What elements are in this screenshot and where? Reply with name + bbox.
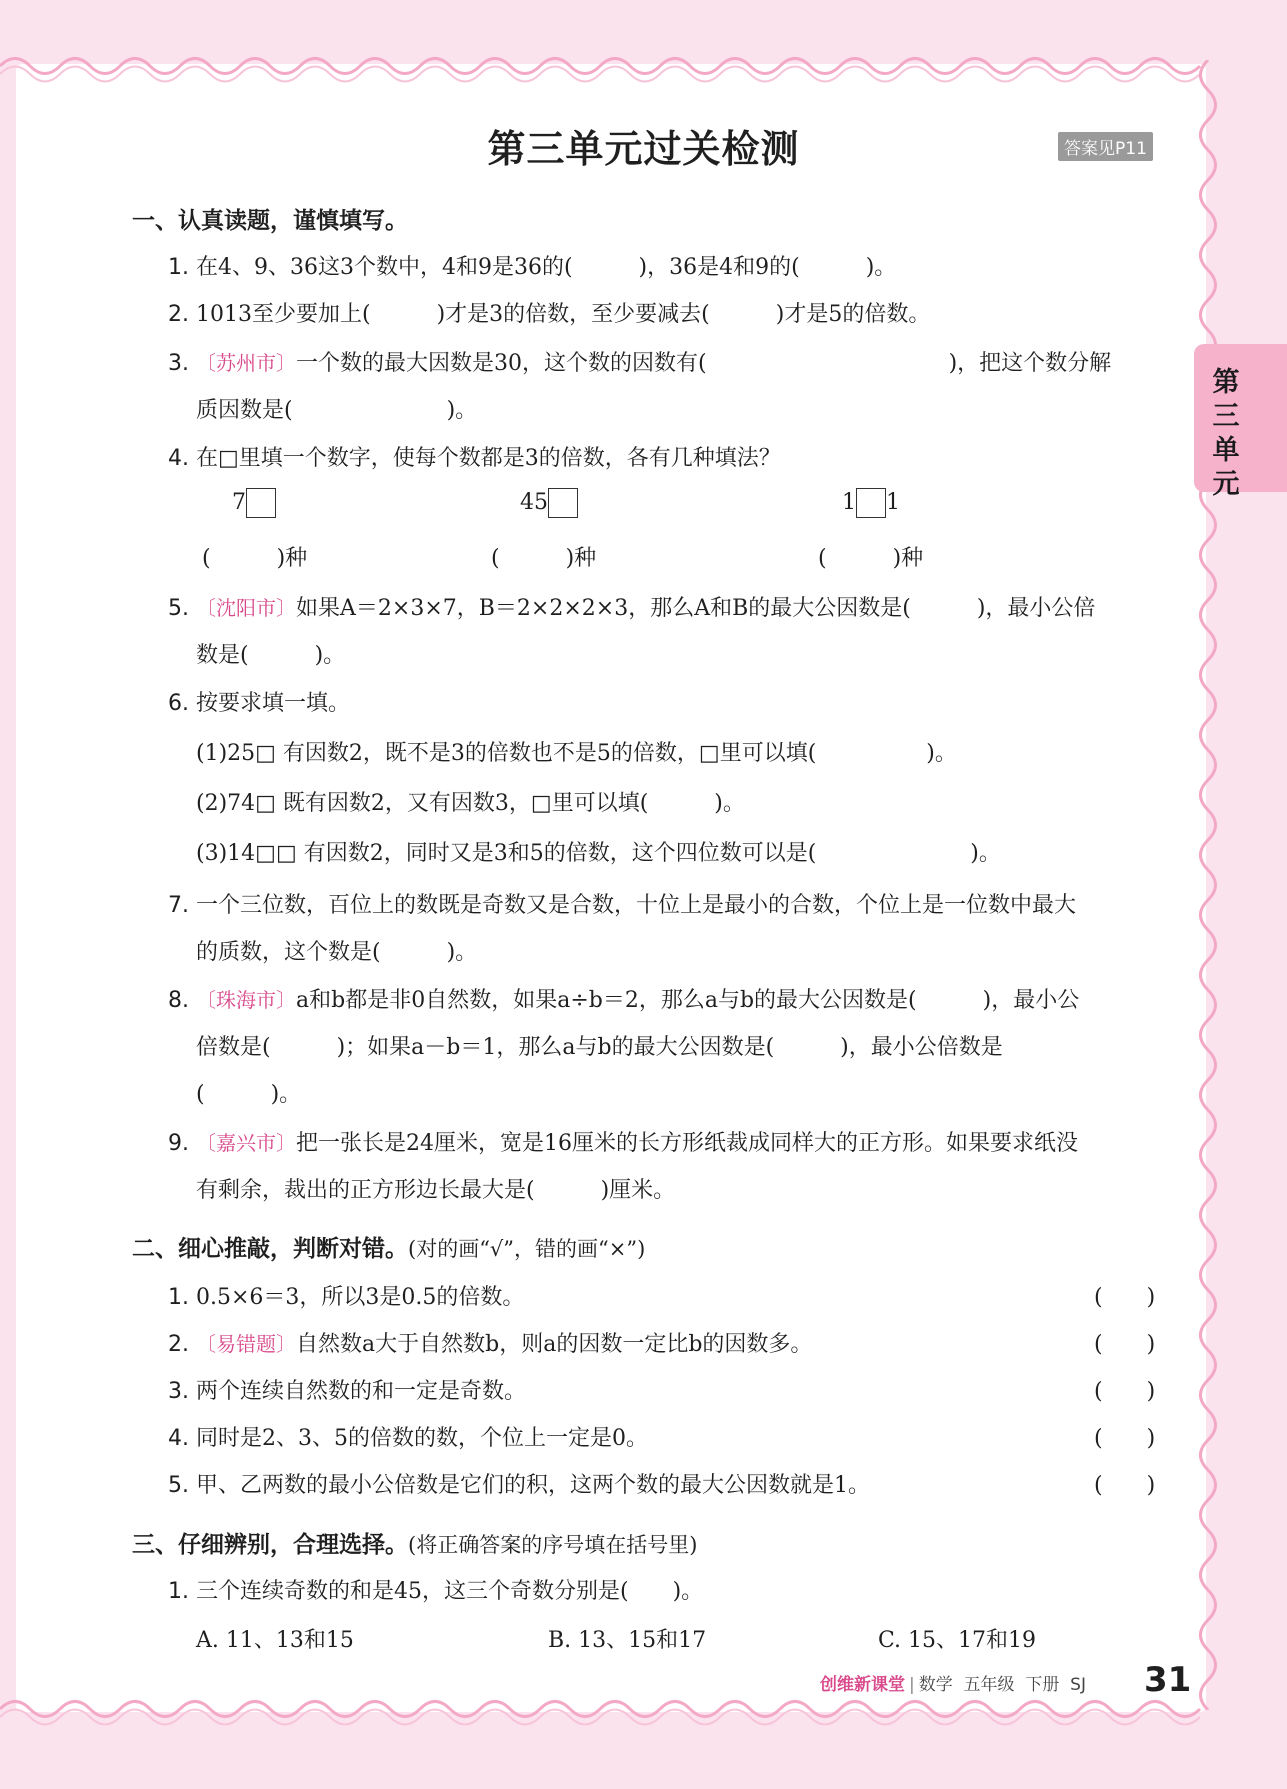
question-text: a和b都是非0自然数，如果a÷b＝2，那么a与b的最大公因数是( )，最小公 <box>296 988 1080 1013</box>
question-number: 3. <box>168 351 189 376</box>
choice-option-c[interactable]: C. 15、17和19 <box>878 1628 1037 1653</box>
question-text: 按要求填一填。 <box>196 691 351 716</box>
unit-side-tab <box>1194 344 1287 500</box>
judge-item-5 <box>168 1468 870 1499</box>
region-tag: 〔嘉兴市〕 <box>196 1131 296 1155</box>
question-text: 在4、9、36这3个数中，4和9是36的( )，36是4和9的( )。 <box>196 255 897 280</box>
question-text: 0.5×6＝3，所以3是0.5的倍数。 <box>196 1285 525 1310</box>
question-number: 6. <box>168 691 189 716</box>
answer-kinds-1: ( )种 <box>202 546 308 571</box>
answer-reference-badge: 答案见P11 <box>1058 132 1153 161</box>
question-1-9 <box>168 1126 1078 1157</box>
question-1-7 <box>168 888 1076 919</box>
section-2-note: (对的画“√”，错的画“×”) <box>408 1237 646 1261</box>
wavy-border-top <box>0 46 1287 86</box>
blank-box[interactable] <box>548 488 578 518</box>
section-3-title: 三、仔细辨别，合理选择。 <box>132 1532 408 1558</box>
section-2-heading <box>132 1230 645 1263</box>
judge-answer-2[interactable]: ( ) <box>1094 1332 1156 1357</box>
blank-box[interactable] <box>246 488 276 518</box>
question-text: 如果A＝2×3×7，B＝2×2×2×3，那么A和B的最大公因数是( )，最小公倍 <box>296 596 1096 621</box>
footer-brand: 创维新课堂 <box>820 1675 905 1695</box>
question-number: 9. <box>168 1131 189 1156</box>
page-title: 第三单元过关检测 <box>487 127 800 171</box>
section-3-heading <box>132 1526 697 1559</box>
judge-item-3 <box>168 1374 526 1405</box>
judge-item-1 <box>168 1280 524 1311</box>
question-number: 2. <box>168 1332 189 1357</box>
choice-option-b[interactable]: B. 13、15和17 <box>548 1628 707 1653</box>
question-number: 2. <box>168 302 189 327</box>
question-number: 5. <box>168 596 189 621</box>
question-number: 4. <box>168 446 189 471</box>
fill-box-item-1 <box>232 488 276 518</box>
question-text: 甲、乙两数的最小公倍数是它们的积，这两个数的最大公因数就是1。 <box>196 1473 870 1498</box>
question-1-1 <box>168 250 896 281</box>
question-1-6-sub-2: (2)74□ 既有因数2，又有因数3，□里可以填( )。 <box>196 791 745 816</box>
page-number: 31 <box>1144 1660 1192 1700</box>
question-number: 3. <box>168 1379 189 1404</box>
question-text: 一个数的最大因数是30，这个数的因数有( )，把这个数分解 <box>296 351 1112 376</box>
question-number: 1. <box>168 255 189 280</box>
question-1-2 <box>168 297 930 328</box>
question-number: 1. <box>168 1285 189 1310</box>
question-1-6 <box>168 686 350 717</box>
question-1-6-sub-3: (3)14□□ 有因数2，同时又是3和5的倍数，这个四位数可以是( )。 <box>196 841 1001 866</box>
fill-box-item-3 <box>842 488 900 518</box>
unit-side-tab-label: 第三单元 <box>1212 367 1240 500</box>
judge-answer-4[interactable]: ( ) <box>1094 1426 1156 1451</box>
question-1-3-continued: 质因数是( )。 <box>196 398 478 423</box>
footer-edition: SJ <box>1070 1675 1086 1695</box>
question-1-8-continued: 倍数是( )；如果a－b＝1，那么a与b的最大公因数是( )，最小公倍数是 <box>196 1035 1003 1060</box>
question-text: 两个连续自然数的和一定是奇数。 <box>196 1379 527 1404</box>
fill-box-item-2 <box>520 488 578 518</box>
digit-prefix: 1 <box>842 490 856 515</box>
section-3-note: (将正确答案的序号填在括号里) <box>408 1533 698 1557</box>
question-number: 5. <box>168 1473 189 1498</box>
region-tag: 〔沈阳市〕 <box>196 596 296 620</box>
question-text: 1013至少要加上( )才是3的倍数，至少要减去( )才是5的倍数。 <box>196 302 931 327</box>
question-text: 同时是2、3、5的倍数的数，个位上一定是0。 <box>196 1426 648 1451</box>
answer-kinds-3: ( )种 <box>818 546 924 571</box>
question-1-7-continued: 的质数，这个数是( )。 <box>196 940 478 965</box>
question-1-6-sub-1: (1)25□ 有因数2，既不是3的倍数也不是5的倍数，□里可以填( )。 <box>196 741 957 766</box>
section-2-title: 二、细心推敲，判断对错。 <box>132 1236 408 1262</box>
region-tag: 〔苏州市〕 <box>196 351 296 375</box>
question-1-8 <box>168 983 1079 1014</box>
question-text: 三个连续奇数的和是45，这三个奇数分别是( )。 <box>196 1579 704 1604</box>
question-number: 4. <box>168 1426 189 1451</box>
choice-question-1 <box>168 1574 703 1605</box>
wavy-border-bottom <box>0 1695 1287 1735</box>
question-text: 一个三位数，百位上的数既是奇数又是合数，十位上是最小的合数，个位上是一位数中最大 <box>196 893 1077 918</box>
question-number: 1. <box>168 1579 189 1604</box>
question-number: 8. <box>168 988 189 1013</box>
blank-box[interactable] <box>856 488 886 518</box>
footer-subject: 数学 <box>918 1675 953 1695</box>
footer-grade: 五年级 <box>963 1675 1015 1695</box>
difficulty-tag: 〔易错题〕 <box>196 1332 296 1356</box>
question-1-4 <box>168 441 781 472</box>
question-text: 把一张长是24厘米，宽是16厘米的长方形纸裁成同样大的正方形。如果要求纸没 <box>296 1131 1078 1156</box>
judge-answer-5[interactable]: ( ) <box>1094 1473 1156 1498</box>
region-tag: 〔珠海市〕 <box>196 988 296 1012</box>
judge-item-4 <box>168 1421 648 1452</box>
question-1-8-continued-2: ( )。 <box>196 1082 302 1107</box>
question-text: 自然数a大于自然数b，则a的因数一定比b的因数多。 <box>296 1332 813 1357</box>
footer-term: 下册 <box>1025 1675 1060 1695</box>
judge-answer-1[interactable]: ( ) <box>1094 1285 1156 1310</box>
digit-prefix: 45 <box>520 490 548 515</box>
judge-item-2 <box>168 1327 812 1358</box>
question-1-5-continued: 数是( )。 <box>196 643 346 668</box>
digit-prefix: 7 <box>232 490 246 515</box>
question-1-5 <box>168 591 1095 622</box>
section-1-heading: 一、认真读题，谨慎填写。 <box>132 208 408 234</box>
question-1-3 <box>168 346 1111 377</box>
answer-kinds-2: ( )种 <box>491 546 597 571</box>
question-1-9-continued: 有剩余，裁出的正方形边长最大是( )厘米。 <box>196 1178 676 1203</box>
choice-option-a[interactable]: A. 11、13和15 <box>196 1628 354 1653</box>
judge-answer-3[interactable]: ( ) <box>1094 1379 1156 1404</box>
wavy-border-right <box>1190 60 1230 1710</box>
question-number: 7. <box>168 893 189 918</box>
digit-suffix: 1 <box>886 490 900 515</box>
question-text: 在□里填一个数字，使每个数都是3的倍数，各有几种填法？ <box>196 446 781 471</box>
page-footer: 创维新课堂 | 数学 五年级 下册 SJ <box>820 1675 1086 1695</box>
